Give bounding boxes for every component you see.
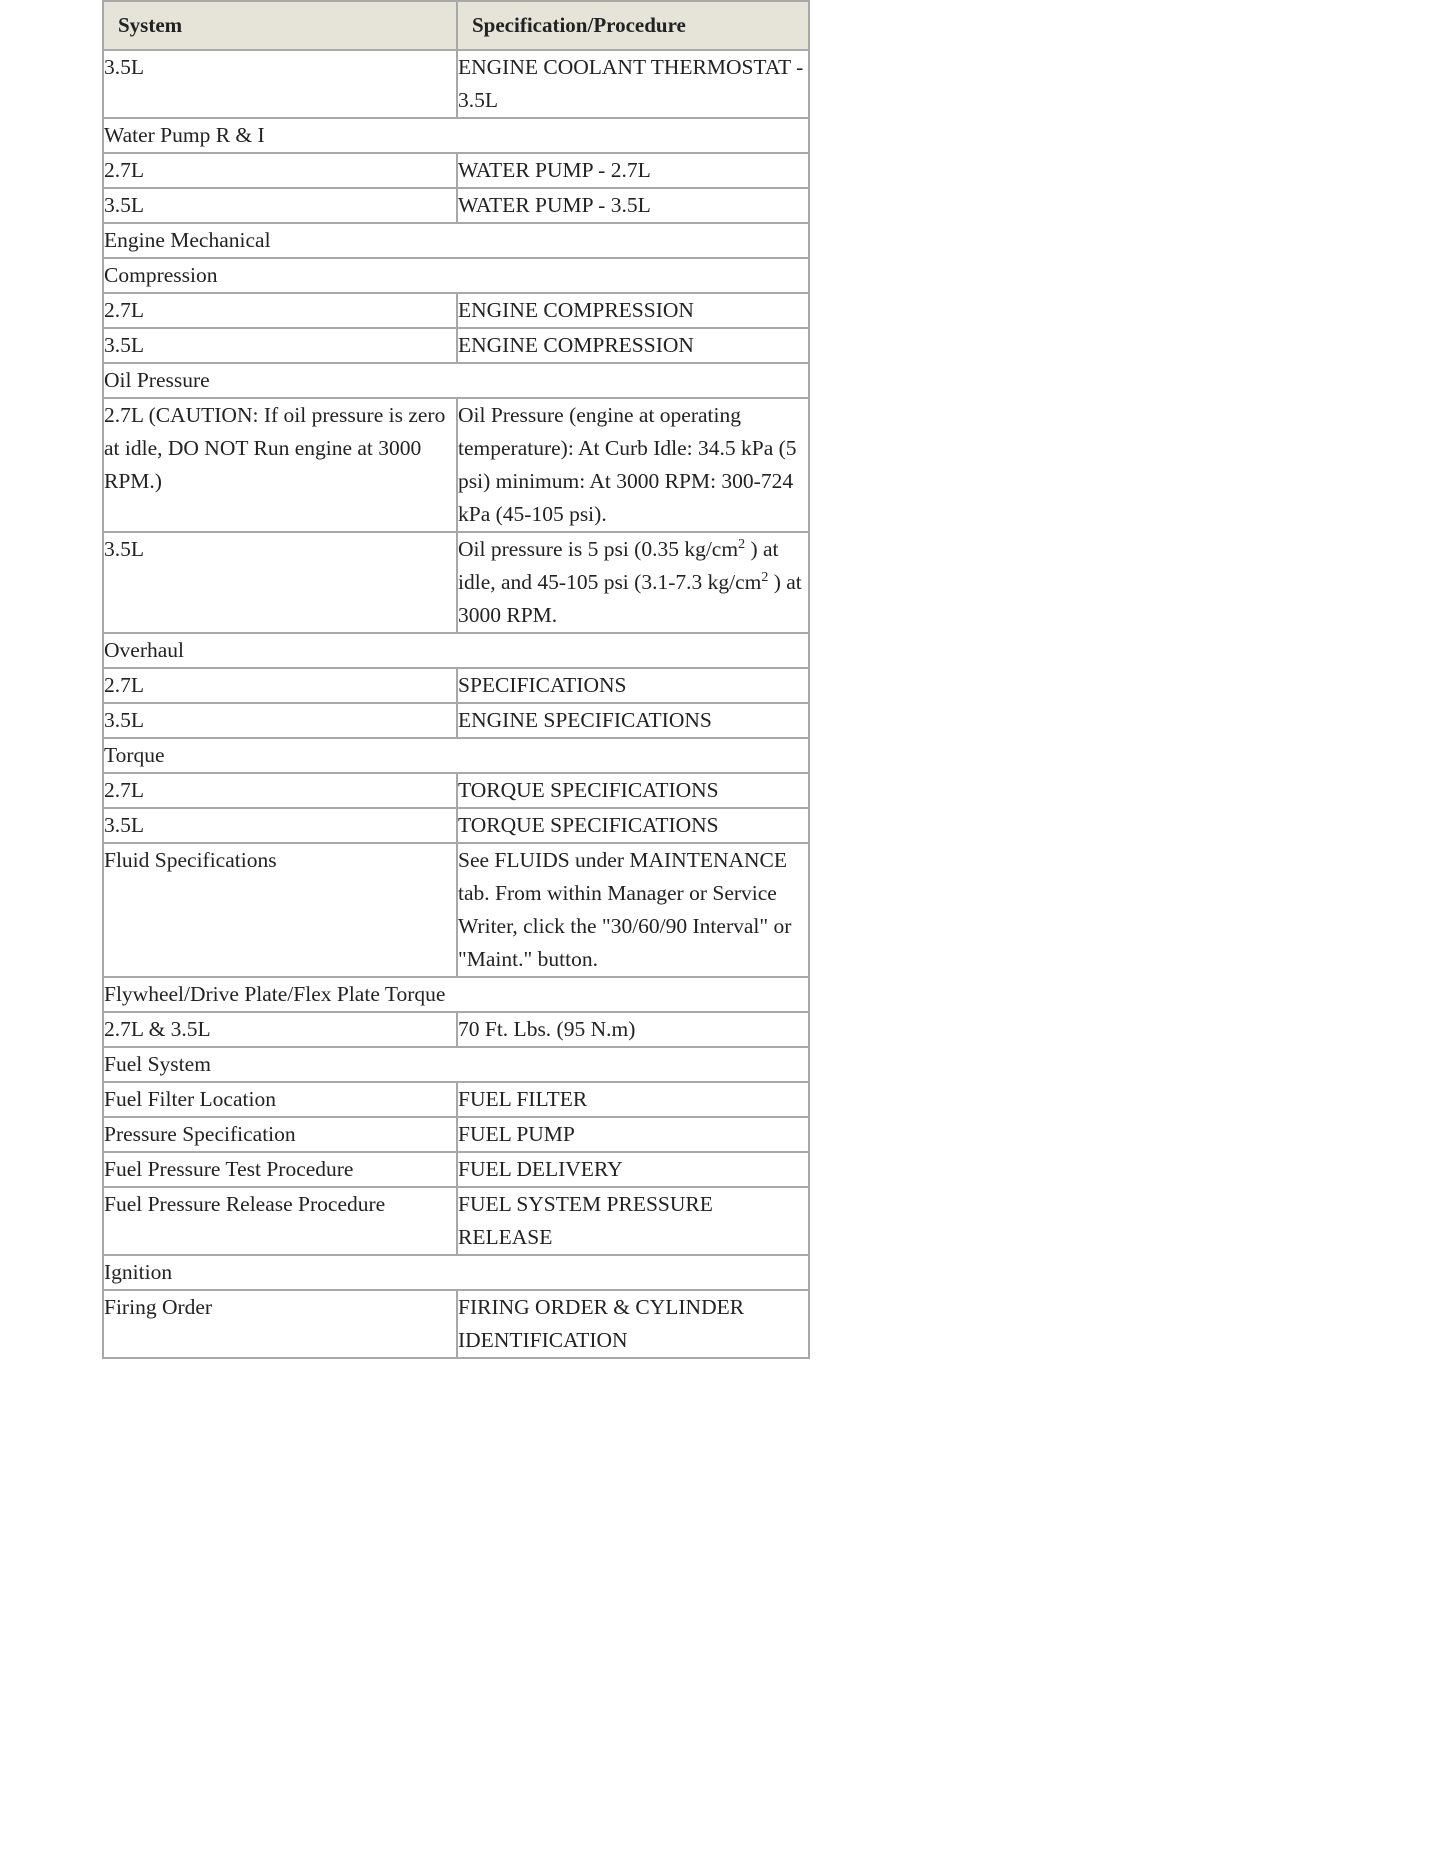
specification-cell: WATER PUMP - 3.5L bbox=[457, 188, 809, 223]
system-cell: 2.7L bbox=[103, 293, 457, 328]
specification-cell: TORQUE SPECIFICATIONS bbox=[457, 808, 809, 843]
table-row bbox=[103, 1187, 809, 1255]
system-cell: Fuel Pressure Release Procedure bbox=[103, 1187, 457, 1255]
table-body bbox=[103, 50, 809, 1358]
table-row bbox=[103, 1012, 809, 1047]
column-header-system: System bbox=[103, 1, 457, 50]
section-row bbox=[103, 1047, 809, 1082]
specification-cell: ENGINE COMPRESSION bbox=[457, 328, 809, 363]
section-row bbox=[103, 977, 809, 1012]
specifications-table bbox=[102, 0, 810, 1359]
system-cell: 3.5L bbox=[103, 532, 457, 633]
system-cell: 3.5L bbox=[103, 703, 457, 738]
system-cell: Fuel Pressure Test Procedure bbox=[103, 1152, 457, 1187]
table-row bbox=[103, 1117, 809, 1152]
section-label: Flywheel/Drive Plate/Flex Plate Torque bbox=[103, 977, 809, 1012]
table-row bbox=[103, 1152, 809, 1187]
table-row bbox=[103, 50, 809, 118]
superscript: 2 bbox=[738, 536, 746, 552]
system-cell: Fluid Specifications bbox=[103, 843, 457, 977]
specification-cell: FUEL FILTER bbox=[457, 1082, 809, 1117]
system-cell: 3.5L bbox=[103, 328, 457, 363]
specification-cell: SPECIFICATIONS bbox=[457, 668, 809, 703]
table-row bbox=[103, 328, 809, 363]
table-row bbox=[103, 773, 809, 808]
specification-cell: 70 Ft. Lbs. (95 N.m) bbox=[457, 1012, 809, 1047]
text-span: ) at 3000 RPM. bbox=[458, 570, 802, 627]
text-span: Oil pressure is 5 psi (0.35 kg/cm bbox=[458, 537, 739, 561]
specification-cell: ENGINE SPECIFICATIONS bbox=[457, 703, 809, 738]
system-cell: 2.7L bbox=[103, 773, 457, 808]
specification-cell: TORQUE SPECIFICATIONS bbox=[457, 773, 809, 808]
section-label: Water Pump R & I bbox=[103, 118, 809, 153]
section-label: Oil Pressure bbox=[103, 363, 809, 398]
specification-cell: FUEL SYSTEM PRESSURE RELEASE bbox=[457, 1187, 809, 1255]
table-row bbox=[103, 153, 809, 188]
specification-cell: See FLUIDS under MAINTENANCE tab. From within Manager or Service Writer, click the "30/60/90 Interval" or "Maint." button. bbox=[457, 843, 809, 977]
system-cell: 3.5L bbox=[103, 50, 457, 118]
specification-cell: ENGINE COOLANT THERMOSTAT - 3.5L bbox=[457, 50, 809, 118]
specification-cell: ENGINE COMPRESSION bbox=[457, 293, 809, 328]
specification-cell: FIRING ORDER & CYLINDER IDENTIFICATION bbox=[457, 1290, 809, 1358]
system-cell: 3.5L bbox=[103, 808, 457, 843]
section-label: Torque bbox=[103, 738, 809, 773]
specification-cell: FUEL PUMP bbox=[457, 1117, 809, 1152]
table-row bbox=[103, 188, 809, 223]
system-cell: 2.7L (CAUTION: If oil pressure is zero at idle, DO NOT Run engine at 3000 RPM.) bbox=[103, 398, 457, 532]
section-row bbox=[103, 633, 809, 668]
specification-cell: Oil Pressure (engine at operating temperature): At Curb Idle: 34.5 kPa (5 psi) minimum: At 3000 RPM: 300-724 kPa (45-105 psi). bbox=[457, 398, 809, 532]
section-row bbox=[103, 223, 809, 258]
section-row bbox=[103, 118, 809, 153]
section-label: Fuel System bbox=[103, 1047, 809, 1082]
section-row bbox=[103, 363, 809, 398]
table-row bbox=[103, 532, 809, 633]
system-cell: 3.5L bbox=[103, 188, 457, 223]
section-label: Compression bbox=[103, 258, 809, 293]
text-span: ) at idle, and 45-105 psi (3.1-7.3 kg/cm bbox=[458, 537, 779, 594]
table-row bbox=[103, 808, 809, 843]
specification-cell: FUEL DELIVERY bbox=[457, 1152, 809, 1187]
table-row bbox=[103, 293, 809, 328]
section-label: Ignition bbox=[103, 1255, 809, 1290]
section-label: Engine Mechanical bbox=[103, 223, 809, 258]
system-cell: Firing Order bbox=[103, 1290, 457, 1358]
system-cell: Fuel Filter Location bbox=[103, 1082, 457, 1117]
table-row bbox=[103, 1082, 809, 1117]
system-cell: 2.7L bbox=[103, 153, 457, 188]
table-row bbox=[103, 843, 809, 977]
column-header-specification: Specification/Procedure bbox=[457, 1, 809, 50]
specification-cell bbox=[457, 532, 809, 633]
table-header-row bbox=[103, 1, 809, 50]
table-row bbox=[103, 1290, 809, 1358]
table-row bbox=[103, 703, 809, 738]
table-row bbox=[103, 668, 809, 703]
superscript: 2 bbox=[761, 569, 769, 585]
system-cell: 2.7L bbox=[103, 668, 457, 703]
section-row bbox=[103, 258, 809, 293]
section-row bbox=[103, 1255, 809, 1290]
system-cell: 2.7L & 3.5L bbox=[103, 1012, 457, 1047]
system-cell: Pressure Specification bbox=[103, 1117, 457, 1152]
section-label: Overhaul bbox=[103, 633, 809, 668]
specification-cell: WATER PUMP - 2.7L bbox=[457, 153, 809, 188]
table-row bbox=[103, 398, 809, 532]
section-row bbox=[103, 738, 809, 773]
